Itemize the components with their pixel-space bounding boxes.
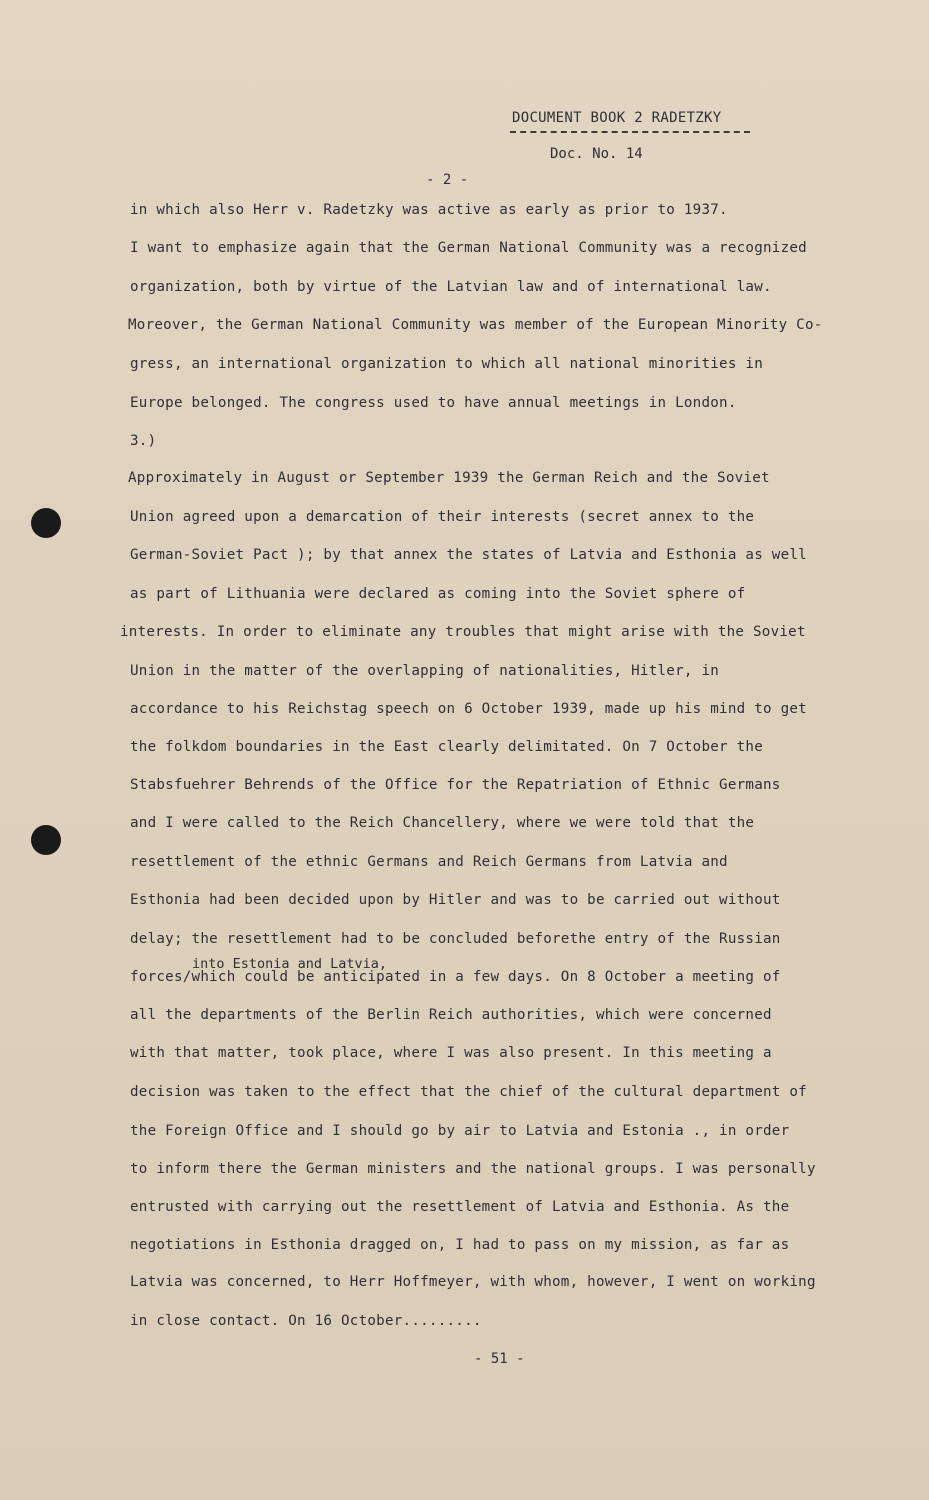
body-line-23: with that matter, took place, where I was also present. In this meeting a xyxy=(130,1045,772,1061)
body-line-20: delay; the resettlement had to be concluded beforethe entry of the Russian xyxy=(130,931,781,947)
body-line-14: accordance to his Reichstag speech on 6 October 1939, made up his mind to get xyxy=(130,701,807,717)
page-number-bottom: - 51 - xyxy=(474,1351,525,1367)
body-line-25: the Foreign Office and I should go by air to Latvia and Estonia ., in order xyxy=(130,1123,790,1139)
punch-hole-lower xyxy=(31,825,61,855)
document-book-title: DOCUMENT BOOK 2 RADETZKY xyxy=(512,110,722,126)
document-number: Doc. No. 14 xyxy=(550,146,643,162)
body-line-10: German-Soviet Pact ); by that annex the states of Latvia and Esthonia as well xyxy=(130,547,807,563)
header-underline xyxy=(510,131,750,133)
body-line-2: I want to emphasize again that the German National Community was a recognized xyxy=(130,240,807,256)
body-line-26: to inform there the German ministers and the national groups. I was personally xyxy=(130,1161,816,1177)
punch-hole-upper xyxy=(31,508,61,538)
body-line-3: organization, both by virtue of the Latvian law and of international law. xyxy=(130,279,772,295)
body-line-27: entrusted with carrying out the resettlement of Latvia and Esthonia. As the xyxy=(130,1199,790,1215)
body-line-15: the folkdom boundaries in the East clearly delimitated. On 7 October the xyxy=(130,739,763,755)
body-line-19: Esthonia had been decided upon by Hitler and was to be carried out without xyxy=(130,892,781,908)
body-line-18: resettlement of the ethnic Germans and Reich Germans from Latvia and xyxy=(130,854,728,870)
interlinear-insertion: into Estonia and Latvia, xyxy=(192,956,388,972)
section-number: 3.) xyxy=(130,433,157,449)
body-line-24: decision was taken to the effect that the chief of the cultural department of xyxy=(130,1084,807,1100)
body-line-30: in close contact. On 16 October......... xyxy=(130,1313,482,1329)
body-line-8: Approximately in August or September 1939 the German Reich and the Soviet xyxy=(128,470,770,486)
body-line-16: Stabsfuehrer Behrends of the Office for the Repatriation of Ethnic Germans xyxy=(130,777,781,793)
body-line-17: and I were called to the Reich Chancellery, where we were told that the xyxy=(130,815,755,831)
body-line-29: Latvia was concerned, to Herr Hoffmeyer, with whom, however, I went on working xyxy=(130,1274,816,1290)
body-line-22: all the departments of the Berlin Reich authorities, which were concerned xyxy=(130,1007,772,1023)
body-line-12: interests. In order to eliminate any troubles that might arise with the Soviet xyxy=(120,624,806,640)
body-line-1: in which also Herr v. Radetzky was active as early as prior to 1937. xyxy=(130,202,728,218)
body-line-5: gress, an international organization to which all national minorities in xyxy=(130,356,763,372)
body-line-11: as part of Lithuania were declared as coming into the Soviet sphere of xyxy=(130,586,746,602)
page-number-top: - 2 - xyxy=(426,172,469,188)
body-line-28: negotiations in Esthonia dragged on, I had to pass on my mission, as far as xyxy=(130,1237,790,1253)
body-line-6: Europe belonged. The congress used to have annual meetings in London. xyxy=(130,395,737,411)
body-line-4: Moreover, the German National Community was member of the European Minority Co- xyxy=(128,317,823,333)
body-line-9: Union agreed upon a demarcation of their interests (secret annex to the xyxy=(130,509,755,525)
body-line-13: Union in the matter of the overlapping of nationalities, Hitler, in xyxy=(130,663,720,679)
body-line-21: forces/which could be anticipated in a few days. On 8 October a meeting of xyxy=(130,969,781,985)
